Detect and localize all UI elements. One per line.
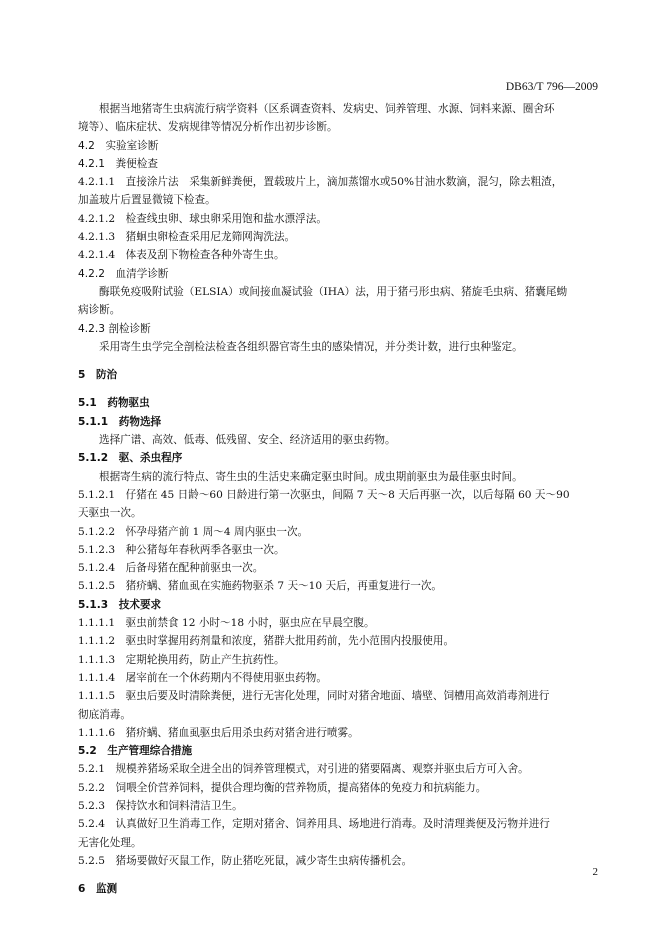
- clause-line: 1.1.1.4 屠宰前在一个休药期内不得使用驱虫药物。: [78, 671, 327, 684]
- document-code: DB63/T 796—2009: [505, 81, 598, 93]
- paragraph-line: 天驱虫一次。: [78, 507, 142, 520]
- clause-line: 4.2.1.2 检查线虫卵、球虫卵采用饱和盐水漂浮法。: [78, 212, 327, 225]
- clause-line: 4.2.1.3 猪蛔虫卵检查采用尼龙筛网淘洗法。: [78, 231, 296, 244]
- subsection-heading: 4.2.1 粪便检查: [78, 157, 158, 170]
- clause-line: 1.1.1.6 猪疥螨、猪血虱驱虫后用杀虫药对猪舍进行喷雾。: [78, 726, 359, 739]
- subsection-heading: 5.1.3 技术要求: [78, 598, 162, 611]
- clause-line: 1.1.1.1 驱虫前禁食 12 小时～18 小时，驱虫应在早晨空腹。: [78, 617, 375, 630]
- subsection-heading: 4.2.3 剖检诊断: [78, 322, 151, 335]
- paragraph-line: 酶联免疫吸附试验（ELSIA）或间接血凝试验（IHA）法，用于猪弓形虫病、猪旋毛虫病、猪囊尾蚴: [99, 285, 568, 298]
- paragraph-line: 彻底消毒。: [78, 708, 131, 721]
- clause-line: 4.2.1.4 体表及刮下物检查各种外寄生虫。: [78, 249, 285, 262]
- paragraph-line: 采用寄生虫学完全剖检法检查各组织器官寄生虫的感染情况，并分类计数，进行虫种鉴定。: [99, 340, 523, 353]
- clause-line: 5.2.1 规模养猪场采取全进全出的饲养管理模式，对引进的猪要隔离、观察并驱虫后方可入舍。: [78, 763, 529, 776]
- clause-line: 5.2.3 保持饮水和饲料清洁卫生。: [78, 799, 243, 812]
- clause-line: 4.2.1.1 直接涂片法 采集新鲜粪便，置载玻片上，滴加蒸馏水或50%甘油水数滴，混匀，除去粗渣，: [78, 176, 563, 189]
- clause-line: 1.1.1.2 驱虫时掌握用药剂量和浓度，猪群大批用药前，先小范围内投服使用。: [78, 635, 455, 648]
- paragraph-line: 选择广谱、高效、低毒、低残留、安全、经济适用的驱虫药物。: [99, 434, 396, 447]
- section-heading: 5.1 药物驱虫: [78, 397, 150, 410]
- subsection-heading: 5.1.1 药物选择: [78, 415, 162, 428]
- clause-line: 1.1.1.3 定期轮换用药，防止产生抗药性。: [78, 653, 285, 666]
- clause-line: 1.1.1.5 驱虫后要及时清除粪便，进行无害化处理，同时对猪舍地面、墙壁、饲槽用高效消毒剂进行: [78, 690, 550, 703]
- clause-line: 5.2.4 认真做好卫生消毒工作，定期对猪舍、饲养用具、场地进行消毒。及时清理粪便及污物并进行: [78, 818, 550, 831]
- clause-line: 5.1.2.1 仔猪在 45 日龄～60 日龄进行第一次驱虫，间隔 7 天～8 天后再驱一次，以后每隔 60 天～90: [78, 488, 570, 501]
- clause-line: 5.2.5 猪场要做好灭鼠工作，防止猪吃死鼠，减少寄生虫病传播机会。: [78, 854, 413, 867]
- section-heading: 5.2 生产管理综合措施: [78, 745, 193, 758]
- section-heading: 4.2 实验室诊断: [78, 139, 159, 152]
- paragraph-line: 无害化处理。: [78, 836, 142, 849]
- chapter-heading: 5 防治: [78, 369, 118, 382]
- paragraph-line: 加盖玻片后置显微镜下检查。: [78, 194, 216, 207]
- clause-line: 5.1.2.4 后备母猪在配种前驱虫一次。: [78, 562, 264, 575]
- paragraph-line: 根据寄生病的流行特点、寄生虫的生活史来确定驱虫时间。成虫期前驱虫为最佳驱虫时间。: [99, 470, 523, 483]
- paragraph-line: 根据当地猪寄生虫病流行病学资料（区系调查资料、发病史、饲养管理、水源、饲料来源、圈舍环: [99, 103, 555, 115]
- subsection-heading: 5.1.2 驱、杀虫程序: [78, 452, 183, 465]
- chapter-heading: 6 监测: [78, 883, 118, 896]
- clause-line: 5.1.2.5 猪疥螨、猪血虱在实施药物驱杀 7 天～10 天后，再重复进行一次。: [78, 580, 443, 593]
- page-number: 2: [592, 866, 598, 878]
- subsection-heading: 4.2.2 血清学诊断: [78, 267, 169, 280]
- clause-line: 5.1.2.2 怀孕母猪产前 1 周～4 周内驱虫一次。: [78, 525, 309, 538]
- clause-line: 5.2.2 饲喂全价营养饲料，提供合理均衡的营养物质，提高猪体的免疫力和抗病能力。: [78, 781, 487, 794]
- paragraph-line: 病诊断。: [78, 304, 121, 317]
- clause-line: 5.1.2.3 种公猪每年春秋两季各驱虫一次。: [78, 543, 285, 556]
- paragraph-line: 境等）、临床症状、发病规律等情况分析作出初步诊断。: [78, 121, 338, 134]
- document-body: [78, 100, 600, 898]
